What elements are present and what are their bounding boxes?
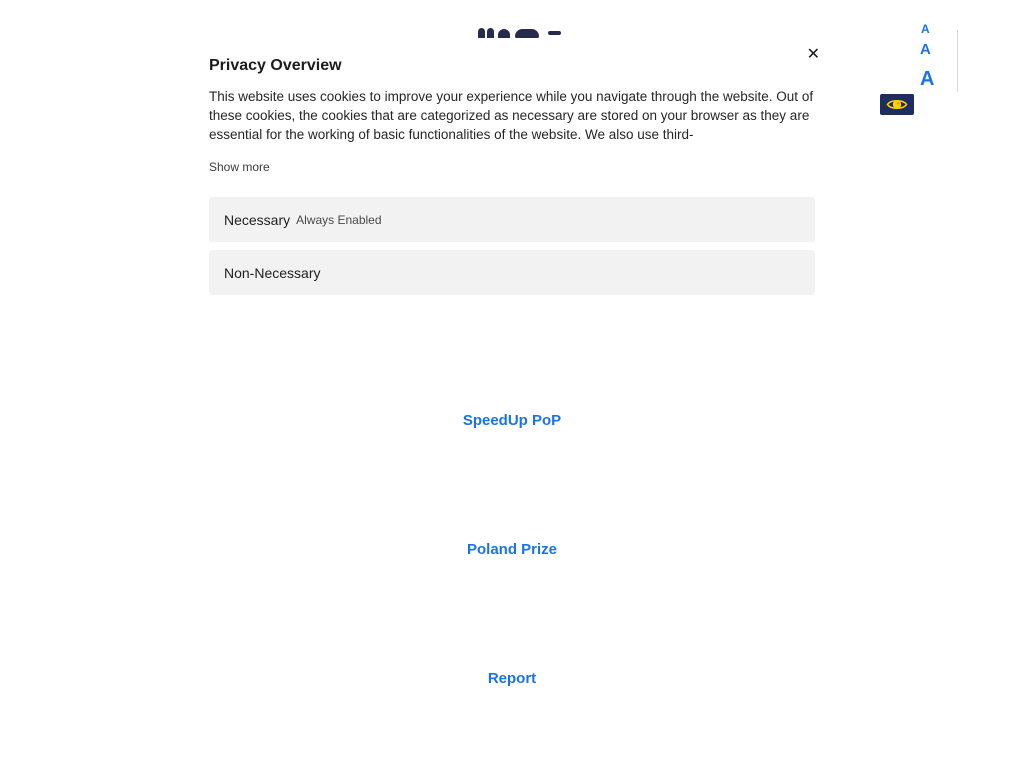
eye-icon — [886, 97, 908, 112]
contrast-toggle-button[interactable] — [880, 94, 914, 115]
show-more-link[interactable]: Show more — [209, 160, 270, 174]
logo-letter-fragment — [548, 31, 561, 35]
link-report[interactable]: Report — [487, 670, 537, 687]
logo-letter-fragment — [498, 29, 510, 38]
font-size-small-button[interactable]: A — [921, 22, 930, 36]
dialog-description: This website uses cookies to improve your experience while you navigate through the website. Out of these cookies, the cookies that are categorized as necessary are stored on your browser as they are essential for the working of basic functionalities of the website. We also use third- — [209, 89, 814, 142]
accordion-non-necessary-label: Non-Necessary — [224, 264, 321, 281]
accordion-non-necessary[interactable] — [209, 250, 815, 295]
close-icon[interactable]: ✕ — [803, 42, 824, 66]
font-size-large-button[interactable]: A — [920, 68, 935, 90]
font-size-medium-button[interactable]: A — [920, 41, 931, 58]
site-logo[interactable] — [478, 28, 568, 38]
accessibility-divider — [957, 30, 958, 92]
accordion-necessary-label: Necessary — [224, 211, 291, 228]
privacy-overview-dialog — [190, 38, 836, 310]
accordion-necessary-status: Always Enabled — [296, 212, 382, 227]
accordion-necessary[interactable] — [209, 197, 815, 242]
link-poland-prize[interactable]: Poland Prize — [466, 541, 558, 558]
link-speedup-pop[interactable]: SpeedUp PoP — [462, 412, 562, 429]
logo-letter-fragment — [478, 28, 485, 38]
logo-letter-fragment — [515, 29, 539, 38]
dialog-title: Privacy Overview — [209, 57, 342, 74]
logo-letter-fragment — [487, 28, 494, 38]
